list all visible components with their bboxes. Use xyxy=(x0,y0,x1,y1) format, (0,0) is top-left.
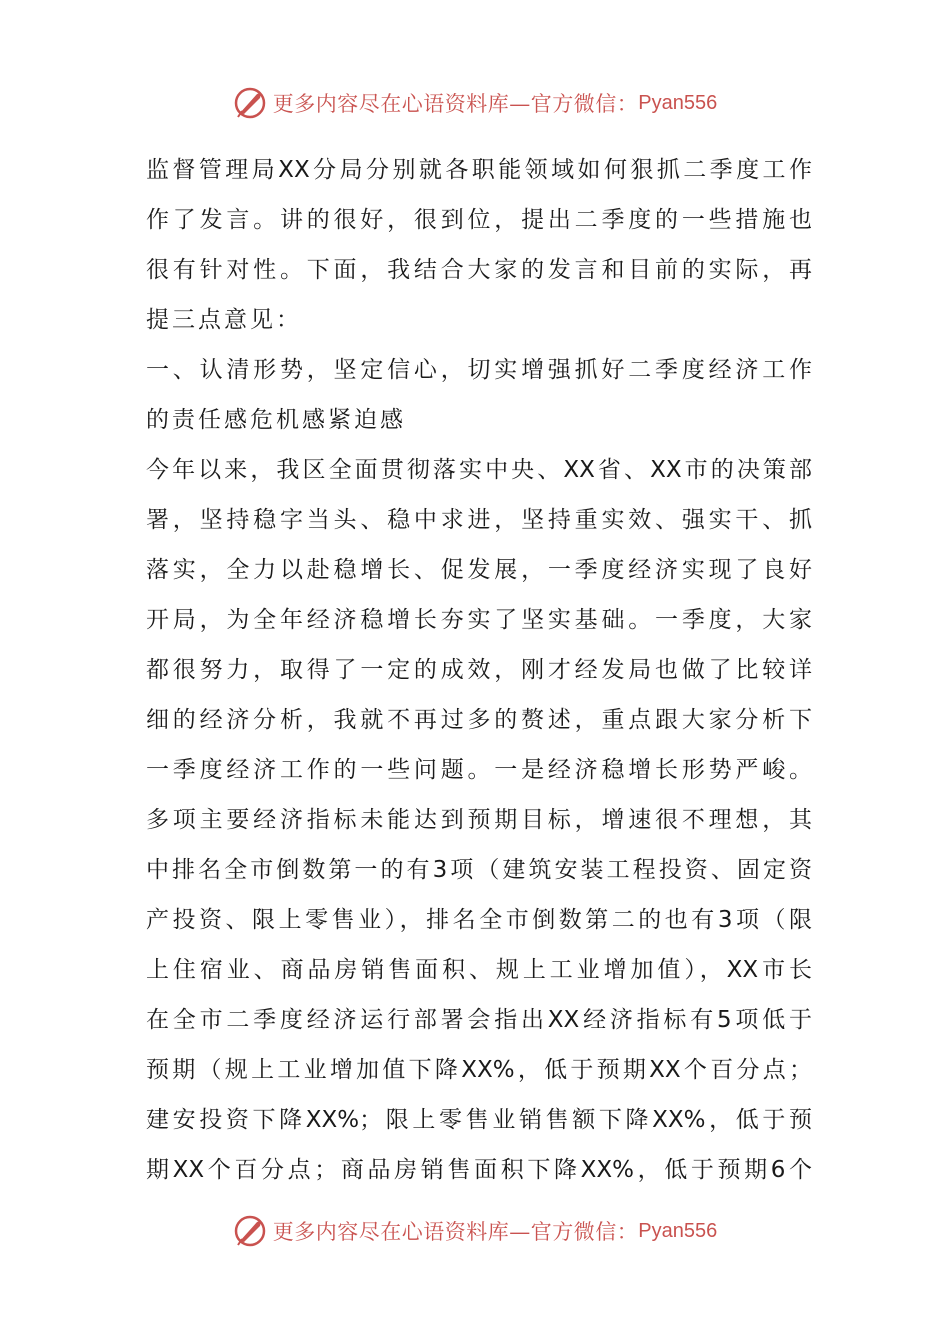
text-line: 期XX个百分点；商品房销售面积下降XX%，低于预期6个 xyxy=(146,1157,812,1183)
text-line: 作了发言。讲的很好，很到位，提出二季度的一些措施也 xyxy=(146,207,812,233)
footer-banner xyxy=(0,1206,950,1256)
banner-text: 更多内容尽在心语资料库—官方微信： xyxy=(272,1220,639,1244)
text-line: 今年以来，我区全面贯彻落实中央、XX省、XX市的决策部 xyxy=(146,457,812,483)
quill-logo-icon xyxy=(233,86,267,120)
text-line: 中排名全市倒数第一的有3项（建筑安装工程投资、固定资 xyxy=(146,857,812,883)
text-line: 都很努力，取得了一定的成效，刚才经发局也做了比较详 xyxy=(146,657,812,683)
text-line: 建安投资下降XX%；限上零售业销售额下降XX%，低于预 xyxy=(146,1107,812,1133)
text-line: 提三点意见： xyxy=(146,307,302,333)
text-line: 监督管理局XX分局分别就各职能领域如何狠抓二季度工作 xyxy=(146,157,812,183)
document-body xyxy=(146,145,812,1195)
banner-wechat-id: Pyan556 xyxy=(638,1219,718,1242)
text-line: 署，坚持稳字当头、稳中求进，坚持重实效、强实干、抓 xyxy=(146,507,812,533)
quill-logo-icon xyxy=(233,1214,267,1248)
text-line: 的责任感危机感紧迫感 xyxy=(146,407,406,433)
header-banner xyxy=(0,78,950,128)
text-line: 产投资、限上零售业），排名全市倒数第二的也有3项（限 xyxy=(146,907,812,933)
banner-text: 更多内容尽在心语资料库—官方微信： xyxy=(272,92,639,116)
text-line: 一季度经济工作的一些问题。一是经济稳增长形势严峻。 xyxy=(146,757,812,783)
text-line: 预期（规上工业增加值下降XX%，低于预期XX个百分点； xyxy=(146,1057,812,1083)
text-line: 细的经济分析，我就不再过多的赘述，重点跟大家分析下 xyxy=(146,707,812,733)
text-line: 开局，为全年经济稳增长夯实了坚实基础。一季度，大家 xyxy=(146,607,812,633)
text-line: 多项主要经济指标未能达到预期目标，增速很不理想，其 xyxy=(146,807,812,833)
text-line: 一、认清形势，坚定信心，切实增强抓好二季度经济工作 xyxy=(146,357,812,383)
text-line: 落实，全力以赴稳增长、促发展，一季度经济实现了良好 xyxy=(146,557,812,583)
text-line: 上住宿业、商品房销售面积、规上工业增加值），XX市长 xyxy=(146,957,812,983)
banner-wechat-id: Pyan556 xyxy=(638,91,718,114)
text-line: 在全市二季度经济运行部署会指出XX经济指标有5项低于 xyxy=(146,1007,812,1033)
text-line: 很有针对性。下面，我结合大家的发言和目前的实际，再 xyxy=(146,257,812,283)
